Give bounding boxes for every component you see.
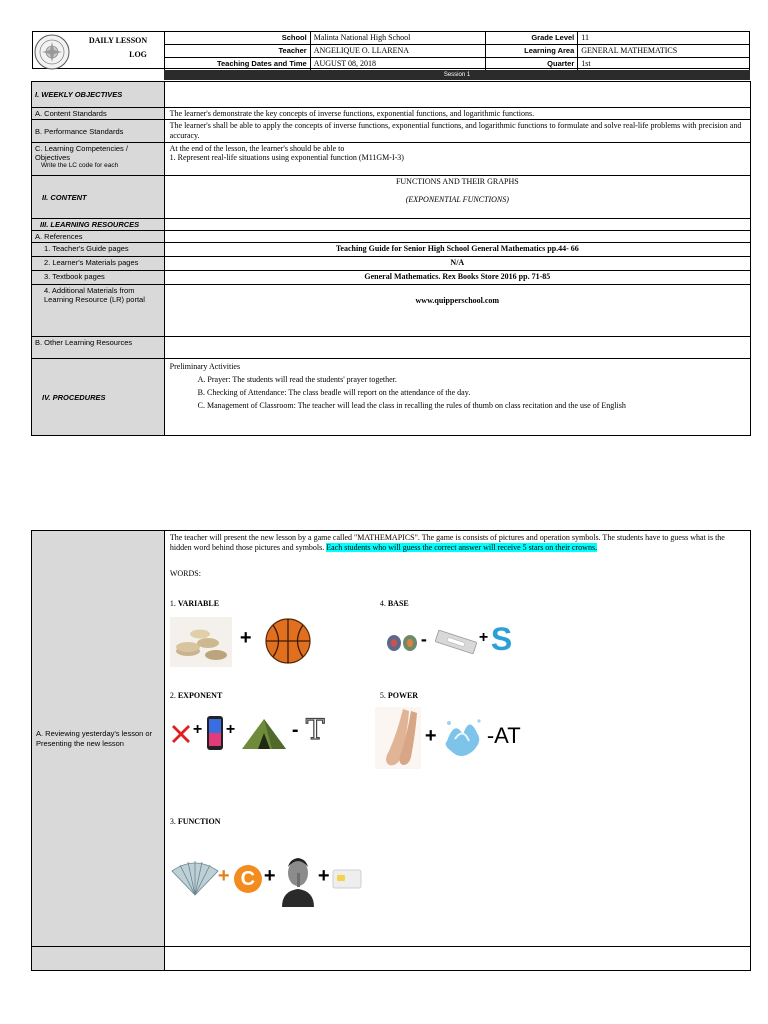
textbook-value: General Mathematics. Rex Books Store 2016 pp. 71-85 xyxy=(164,271,750,285)
weekly-objectives-label xyxy=(32,82,165,108)
review-value-cell xyxy=(164,531,750,947)
plus-op: + xyxy=(317,865,330,887)
tent-icon xyxy=(240,715,288,751)
puzzle-exponent xyxy=(170,707,345,759)
textbook-label: 3. Textbook pages xyxy=(32,271,165,285)
content-sub: (EXPONENTIAL FUNCTIONS) xyxy=(405,195,509,204)
prelim-c: C. Management of Classroom: The teacher will lead the class in recalling the rules of thumb on class recitation and the use of English xyxy=(197,401,626,410)
learners-materials-label: 2. Learner's Materials pages xyxy=(32,257,165,271)
teacher-label: Teacher xyxy=(165,45,311,58)
red-x-icon xyxy=(170,723,192,745)
razor-blade-icon xyxy=(433,629,479,655)
procedures-value xyxy=(164,359,750,436)
words-label: WORDS: xyxy=(169,569,201,578)
performance-standards-label: B. Performance Standards xyxy=(32,120,165,143)
review-label-cell xyxy=(32,531,165,947)
competencies-label xyxy=(32,143,165,176)
puzzle-function xyxy=(170,851,365,909)
references-value xyxy=(164,231,750,243)
school-label: School xyxy=(165,32,311,45)
grade-value: 11 xyxy=(578,32,750,45)
resources-value xyxy=(164,219,750,231)
intro-highlight: Each students who will guess the correct answer will receive 5 stars on their crowns. xyxy=(326,543,598,552)
letter-c-icon xyxy=(234,865,262,893)
content-standards-value: The learner's demonstrate the key concepts of inverse functions, exponential functions, and logarithmic functions. xyxy=(164,108,750,120)
quarter-label: Quarter xyxy=(486,58,578,71)
plus-op: + xyxy=(263,865,276,887)
fan-icon xyxy=(170,861,220,897)
word-1-label: 1. VARIABLE xyxy=(169,599,220,608)
competencies-title: C. Learning Competencies / Objectives xyxy=(35,144,128,162)
word-5-label: 5. POWER xyxy=(379,691,419,700)
letter-s: S xyxy=(490,621,513,657)
plus-op: + xyxy=(239,627,252,649)
procedures-label: IV. PROCEDURES xyxy=(32,359,165,436)
minus-at-text: -AT xyxy=(486,723,521,748)
next-label-cell xyxy=(32,947,165,971)
title-line-2: LOG xyxy=(129,50,147,59)
puzzle-variable xyxy=(170,617,320,669)
lesson-activity-table xyxy=(31,530,751,971)
content-standards-label: A. Content Standards xyxy=(32,108,165,120)
performance-standards-value: The learner's shall be able to apply the concepts of inverse functions, exponential functions, and logarithmic functions to formulate and solve real-life problems with precision and accuracy. xyxy=(164,120,750,143)
plus-op: + xyxy=(424,725,437,747)
deped-seal-icon xyxy=(34,34,70,70)
competencies-line-2: 1. Represent real-life situations using exponential function (M11GM-I-3) xyxy=(169,153,404,162)
session-bar: Session 1 xyxy=(164,70,750,80)
weekly-objectives-text: I. WEEKLY OBJECTIVES xyxy=(35,90,123,99)
minus-op: - xyxy=(420,629,427,649)
plus-op: + xyxy=(217,865,230,887)
prelim-title: Preliminary Activities xyxy=(169,362,241,371)
intro-plain: The teacher will present the new lesson by a game called "MATHEMAPICS". The game is consists of pictures and operation symbols. The students have to guess what is the hidden word behind those pictures and symbols. xyxy=(169,533,725,552)
phone-icon xyxy=(206,715,224,751)
dates-value: AUGUST 08, 2018 xyxy=(310,58,486,71)
area-value: GENERAL MATHEMATICS xyxy=(578,45,750,58)
content-title: FUNCTIONS AND THEIR GRAPHS xyxy=(395,177,519,186)
additional-materials-value xyxy=(164,285,750,337)
review-label: A. Reviewing yesterday's lesson or Presenting the new lesson xyxy=(36,728,153,748)
additional-materials-label: 4. Additional Materials from Learning Resource (LR) portal xyxy=(32,285,165,337)
learners-materials-value: N/A xyxy=(164,257,750,271)
plus-op: + xyxy=(478,629,489,646)
intro-text xyxy=(170,533,745,553)
dll-title xyxy=(76,34,160,62)
word-3-label: 3. FUNCTION xyxy=(169,817,221,826)
lesson-log-table xyxy=(31,81,751,436)
weekly-objectives-value xyxy=(164,82,750,108)
competencies-sub: Write the LC code for each xyxy=(41,162,119,169)
prelim-a: A. Prayer: The students will read the students' prayer together. xyxy=(197,375,397,384)
ticket-icon xyxy=(332,867,362,891)
plus-op: + xyxy=(225,721,236,738)
teachers-guide-label: 1. Teacher's Guide pages xyxy=(32,243,165,257)
grade-label: Grade Level xyxy=(486,32,578,45)
prelim-b: B. Checking of Attendance: The class beadle will report on the attendance of the day. xyxy=(197,388,471,397)
dates-label: Teaching Dates and Time xyxy=(165,58,311,71)
competencies-line-1: At the end of the lesson, the learner's should be able to xyxy=(169,144,345,153)
teacher-value: ANGELIQUE O. LLARENA xyxy=(310,45,486,58)
water-splash-icon xyxy=(441,711,485,761)
basketball-icon xyxy=(264,617,312,665)
quarter-value: 1st xyxy=(578,58,750,71)
word-2-label: 2. EXPONENT xyxy=(169,691,223,700)
content-value xyxy=(164,176,750,219)
content-label: II. CONTENT xyxy=(32,176,165,219)
puzzle-base xyxy=(385,623,535,663)
references-label: A. References xyxy=(32,231,165,243)
header-table xyxy=(164,31,750,71)
quipper-link[interactable]: www.quipperschool.com xyxy=(415,296,500,305)
gems-icon xyxy=(385,633,419,653)
next-value-cell xyxy=(164,947,750,971)
puzzle-power xyxy=(375,707,555,777)
shushing-man-icon xyxy=(278,851,318,907)
title-line-1: DAILY LESSON xyxy=(88,36,148,45)
other-resources-label: B. Other Learning Resources xyxy=(32,337,165,359)
school-value: Malinta National High School xyxy=(310,32,486,45)
minus-op: - xyxy=(291,719,299,741)
teachers-guide-value: Teaching Guide for Senior High School General Mathematics pp.44- 66 xyxy=(164,243,750,257)
letter-c: C xyxy=(240,868,256,890)
competencies-value xyxy=(164,143,750,176)
letter-t: T xyxy=(305,713,325,746)
coins-icon xyxy=(170,617,232,667)
resources-label: III. LEARNING RESOURCES xyxy=(32,219,165,231)
feet-icon xyxy=(375,707,421,769)
word-4-label: 4. BASE xyxy=(379,599,409,608)
area-label: Learning Area xyxy=(486,45,578,58)
plus-op: + xyxy=(192,721,203,738)
other-resources-value xyxy=(164,337,750,359)
